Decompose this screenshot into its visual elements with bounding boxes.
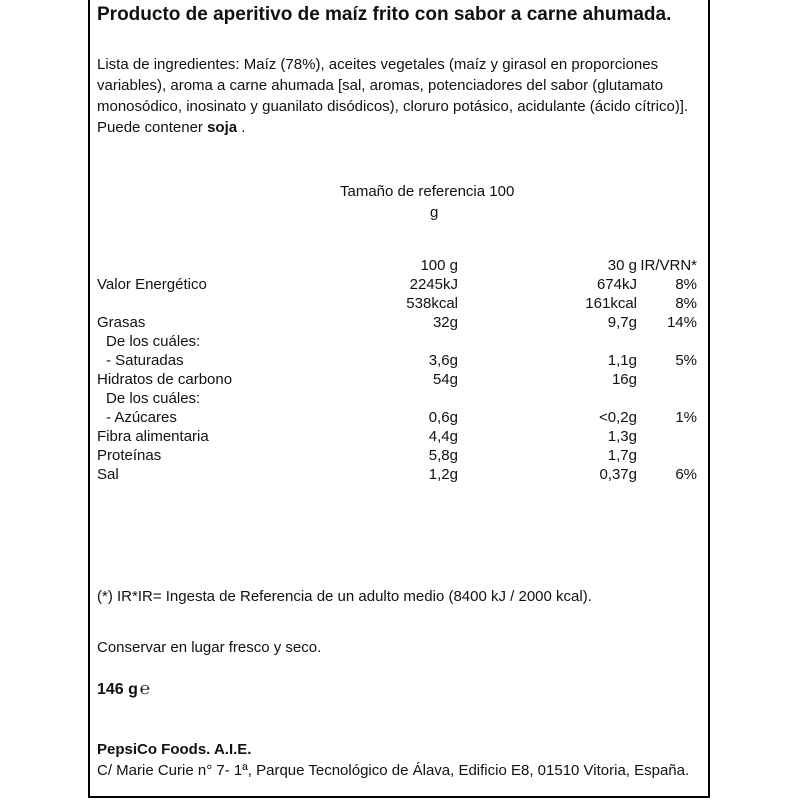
nutrient-label: De los cuáles:: [106, 390, 201, 407]
header-per30: 30 g: [607, 257, 637, 274]
product-title: Producto de aperitivo de maíz frito con sabor a carne ahumada.: [97, 4, 672, 25]
nutrient-label: - Azúcares: [106, 409, 177, 426]
value-per-100g: 1,2g: [428, 466, 458, 483]
ingredients-end: .: [237, 119, 246, 136]
value-vrn-percent: 8%: [675, 295, 697, 312]
ingredients-text: Lista de ingredientes: Maíz (78%), aceites vegetales (maíz y girasol en proporciones variables), aroma a carne ahumada [sal, aromas, potenciadores del sabor (glutamato monosódico, inosinato y guanilato disódicos), cloruro potásico, acidulante (ácido cítrico)]. Puede contener: [97, 56, 689, 136]
ingredients-list: [97, 54, 702, 138]
value-vrn-percent: 14%: [666, 314, 697, 331]
net-weight-value: 146 g: [97, 681, 138, 698]
footnote: (*) IR*IR= Ingesta de Referencia de un adulto medio (8400 kJ / 2000 kcal).: [97, 588, 592, 605]
estimated-sign-icon: ℮: [139, 679, 151, 698]
company-address: C/ Marie Curie n° 7- 1ª, Parque Tecnológico de Álava, Edificio E8, 01510 Vitoria, España.: [97, 762, 690, 779]
value-per-100g: 54g: [432, 371, 458, 388]
value-per-30g: 9,7g: [607, 314, 637, 331]
company-name: PepsiCo Foods. A.I.E.: [97, 741, 252, 758]
nutrition-row: [0, 408, 800, 427]
nutrition-row: [0, 332, 800, 351]
nutrient-label: Valor Energético: [97, 276, 207, 293]
nutrition-row: [0, 446, 800, 465]
value-per-30g: 1,3g: [607, 428, 637, 445]
nutrient-label: Fibra alimentaria: [97, 428, 209, 445]
nutrition-row: [0, 370, 800, 389]
header-vrn: IR/VRN*: [640, 257, 697, 274]
value-per-30g: 1,1g: [607, 352, 637, 369]
reference-size: [340, 181, 540, 223]
value-per-30g: 16g: [611, 371, 637, 388]
nutrient-label: Proteínas: [97, 447, 162, 464]
nutrition-row: [0, 313, 800, 332]
value-per-30g: 161kcal: [585, 295, 637, 312]
value-per-30g: <0,2g: [599, 409, 637, 426]
value-per-30g: 1,7g: [607, 447, 637, 464]
net-weight: [97, 678, 150, 701]
reference-size-line1: Tamaño de referencia 100: [340, 183, 515, 200]
value-per-100g: 0,6g: [428, 409, 458, 426]
nutrient-label: Hidratos de carbono: [97, 371, 233, 388]
storage-instructions: Conservar en lugar fresco y seco.: [97, 639, 322, 656]
nutrient-label: - Saturadas: [106, 352, 184, 369]
nutrition-header: [0, 256, 800, 275]
nutrient-label: Sal: [97, 466, 119, 483]
reference-size-line2: g: [430, 204, 439, 221]
nutrition-row: [0, 294, 800, 313]
value-per-30g: 674kJ: [596, 276, 637, 293]
value-per-100g: 3,6g: [428, 352, 458, 369]
value-per-100g: 4,4g: [428, 428, 458, 445]
value-per-100g: 2245kJ: [409, 276, 458, 293]
nutrition-row: [0, 465, 800, 484]
nutrient-label: De los cuáles:: [106, 333, 201, 350]
nutrition-row: [0, 389, 800, 408]
nutrient-label: Grasas: [97, 314, 146, 331]
nutrition-row: [0, 351, 800, 370]
value-per-100g: 538kcal: [406, 295, 458, 312]
header-per100: 100 g: [420, 257, 458, 274]
value-per-30g: 0,37g: [599, 466, 637, 483]
nutrition-row: [0, 427, 800, 446]
value-per-100g: 5,8g: [428, 447, 458, 464]
value-vrn-percent: 1%: [675, 409, 697, 426]
value-vrn-percent: 6%: [675, 466, 697, 483]
value-per-100g: 32g: [432, 314, 458, 331]
nutrition-row: [0, 275, 800, 294]
value-vrn-percent: 5%: [675, 352, 697, 369]
allergen-soja: soja: [207, 119, 238, 136]
value-vrn-percent: 8%: [675, 276, 697, 293]
